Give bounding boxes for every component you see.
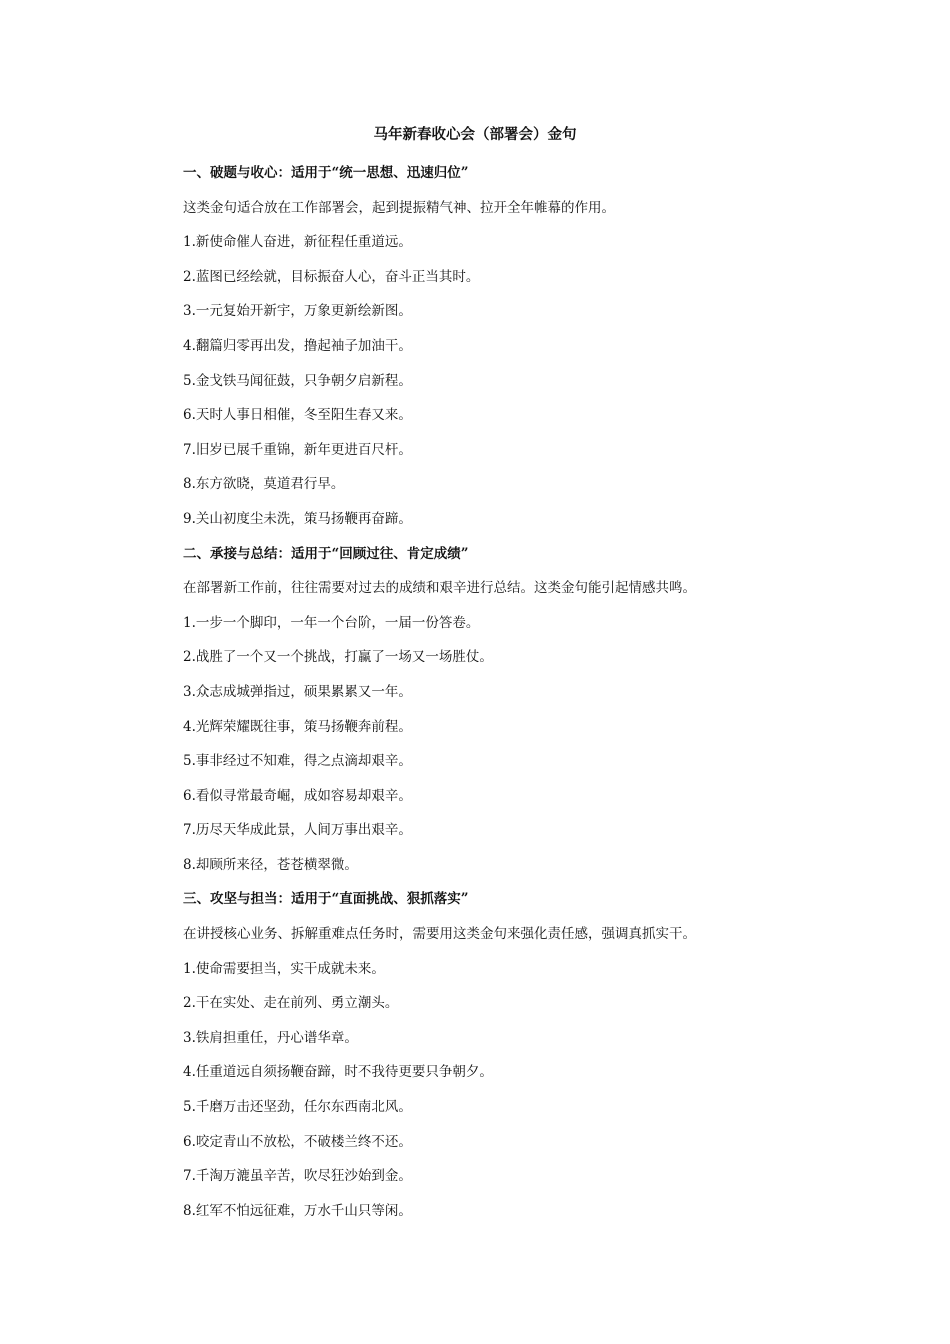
list-item: 5.金戈铁马闻征鼓，只争朝夕启新程。	[183, 372, 412, 389]
list-item: 7.旧岁已展千重锦，新年更进百尺杆。	[183, 441, 412, 458]
list-item: 1.新使命催人奋进，新征程任重道远。	[183, 234, 412, 251]
list-item: 1.一步一个脚印，一年一个台阶，一届一份答卷。	[183, 614, 480, 631]
list-item: 4.任重道远自须扬鞭奋蹄，时不我待更要只争朝夕。	[183, 1064, 493, 1081]
list-item: 7.历尽天华成此景，人间万事出艰辛。	[183, 822, 412, 839]
list-item: 4.翻篇归零再出发，撸起袖子加油干。	[183, 337, 412, 354]
list-item: 2.蓝图已经绘就，目标振奋人心，奋斗正当其时。	[183, 268, 480, 285]
section-intro: 在讲授核心业务、拆解重难点任务时，需要用这类金句来强化责任感，强调真抓实干。	[183, 926, 696, 943]
list-item: 3.一元复始开新宇，万象更新绘新图。	[183, 303, 412, 320]
list-item: 1.使命需要担当，实干成就未来。	[183, 960, 385, 977]
list-item: 4.光辉荣耀既往事，策马扬鞭奔前程。	[183, 718, 412, 735]
section-heading: 三、攻坚与担当：适用于“直面挑战、狠抓落实”	[183, 891, 469, 908]
list-item: 2.干在实处、走在前列、勇立潮头。	[183, 995, 399, 1012]
list-item: 6.看似寻常最奇崛，成如容易却艰辛。	[183, 787, 412, 804]
list-item: 6.咬定青山不放松，不破楼兰终不还。	[183, 1133, 412, 1150]
list-item: 5.事非经过不知难，得之点滴却艰辛。	[183, 753, 412, 770]
list-item: 8.东方欲晓，莫道君行早。	[183, 476, 345, 493]
section-heading: 二、承接与总结：适用于“回顾过往、肯定成绩”	[183, 545, 469, 562]
list-item: 7.千淘万漉虽辛苦，吹尽狂沙始到金。	[183, 1168, 412, 1185]
list-item: 8.却顾所来径，苍苍横翠微。	[183, 856, 358, 873]
section-intro: 在部署新工作前，往往需要对过去的成绩和艰辛进行总结。这类金句能引起情感共鸣。	[183, 580, 696, 597]
list-item: 2.战胜了一个又一个挑战，打赢了一场又一场胜仗。	[183, 649, 493, 666]
list-item: 9.关山初度尘未洗，策马扬鞭再奋蹄。	[183, 510, 412, 527]
list-item: 5.千磨万击还坚劲，任尔东西南北风。	[183, 1099, 412, 1116]
section-heading: 一、破题与收心：适用于“统一思想、迅速归位”	[183, 165, 469, 181]
list-item: 8.红军不怕远征难，万水千山只等闲。	[183, 1202, 412, 1219]
list-item: 3.众志成城弹指过，硕果累累又一年。	[183, 683, 412, 700]
list-item: 3.铁肩担重任，丹心谱华章。	[183, 1029, 358, 1046]
document-body	[183, 162, 823, 1234]
section-intro: 这类金句适合放在工作部署会，起到提振精气神、拉开全年帷幕的作用。	[183, 199, 615, 216]
list-item: 6.天时人事日相催，冬至阳生春又来。	[183, 407, 412, 424]
document-title: 马年新春收心会（部署会）金句	[373, 126, 577, 143]
